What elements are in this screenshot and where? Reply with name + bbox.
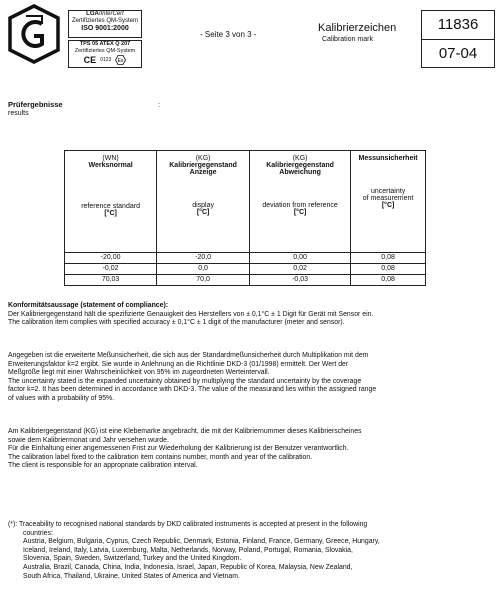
paragraph-line: The client is responsible for an appropriate calibration interval. (8, 462, 198, 470)
paragraph-line: Austria, Belgium, Bulgaria, Cyprus, Czech Republic, Denmark, Estonia, Finland, France, Germany, Greece, Hungary, (23, 538, 380, 546)
calibration-mark-box (421, 10, 495, 68)
header-cell: (KG) Kalibriergegenstand Anzeige display [°C] (157, 151, 250, 253)
paragraph-line: Für die Einhaltung einer angemessenen Frist zur Wiederholung der Kalibrierung ist der Benutzer verantwortlich. (8, 445, 349, 453)
results-heading: Prüfergebnisse (8, 100, 63, 109)
table-cell: 70,0 (157, 275, 250, 286)
footnote-section (8, 521, 498, 581)
paragraph-line: Am Kalibriergegenstand (KG) ist eine Klebemarke angebracht, die mit der Kalibriernummer dieses Kalibrierscheines (8, 428, 362, 435)
conformity-text-de: Der Kalibriergegenstand hält die spezifizierte Genauigkeit des Herstellers von ± 0,1°C ± 1 Digit für Gerät mit Sensor ein. (8, 310, 374, 318)
table-cell: -0,02 (65, 264, 157, 275)
atex-badge: TPS 05 ATEX Q 207 Zertifiziertes QM-System CE 0123 Ex (68, 40, 142, 68)
paragraph-line: The uncertainty stated is the expanded uncertainty obtained by multiplying the standard uncertainty by the coverage (8, 377, 362, 385)
table-cell: 70,03 (65, 275, 157, 286)
svg-text:Ex: Ex (117, 58, 124, 64)
paragraph-line: Erweiterungsfaktor k=2 ergibt. Sie wurde in Anlehnung an die Richtlinie DKD-3 (01/1998) ermittelt. Der Wert der (8, 360, 349, 368)
lga-intercert-badge: LGA/InterCert Zertifiziertes QM-System ISO 9001:2000 (68, 10, 142, 38)
header-cell: Messunsicherheit uncertainty of measurement [°C] (351, 151, 426, 253)
page-number: - Seite 3 von 3 - (200, 30, 257, 39)
paragraph-line: Slovenia, Spain, Sweden, Switzerland, Turkey and the United Kingdom. (23, 555, 242, 563)
paragraph-line: Meßgröße liegt mit einer Wahrscheinlichkeit von 95% im zugeordneten Werteintervall. (8, 369, 270, 377)
table-cell: -20,0 (157, 253, 250, 264)
paragraph-line: (*): Traceability to recognised national standards by DKD calibrated instruments is accepted at present in the following (8, 521, 368, 528)
paragraph-line: sowie dem Kalibriermonat und Jahr versehen wurde. (8, 436, 169, 444)
dkd-logo (8, 4, 60, 64)
paragraph-line: The calibration label fixed to the calibration item contains number, month and year of the calibration. (8, 453, 313, 461)
table-cell: 0,08 (351, 264, 426, 275)
page-subtitle: Calibration mark (322, 36, 373, 43)
paragraph-line: factor k=2. It has been determined in accordance with DKD-3. The value of the measurand lies within the assigned range (8, 386, 377, 394)
table-cell: -0,03 (250, 275, 351, 286)
table-header-row (65, 151, 426, 253)
table-cell: 0,02 (250, 264, 351, 275)
paragraph-line: South Africa, Thailand, Ukraine, United States of America and Vietnam. (23, 572, 240, 580)
table-cell: 0,0 (157, 264, 250, 275)
paragraph-line: countries: (23, 529, 53, 537)
table-cell: 0,08 (351, 253, 426, 264)
conformity-section (8, 302, 498, 328)
ex-hexagon-icon (115, 55, 126, 65)
ce-mark: CE (83, 54, 97, 65)
page-title: Kalibrierzeichen (318, 22, 397, 34)
calibration-number: 11836 (422, 11, 494, 40)
calibration-date: 07-04 (438, 45, 478, 62)
paragraph-line: Australia, Brazil, Canada, China, India, Indonesia, Israel, Japan, Republic of Korea, Malaysia, New Zealand, (23, 563, 353, 571)
table-cell: 0,08 (351, 275, 426, 286)
results-colon: : (158, 100, 161, 109)
header-cell: (WN) Werksnormal reference standard [°C] (65, 151, 157, 253)
header-cell: (KG) Kalibriergegenstand Abweichung deviation from reference [°C] (250, 151, 351, 253)
results-table (64, 150, 426, 286)
table-row (65, 253, 426, 264)
table-cell: 0,00 (250, 253, 351, 264)
table-row (65, 275, 426, 286)
table-row (65, 264, 426, 275)
table-cell: -20,00 (65, 253, 157, 264)
conformity-heading: Konformitätsaussage (statement of compliance): (8, 302, 169, 309)
label-info-section (8, 428, 498, 471)
paragraph-line: Angegeben ist die erweiterte Meßunsicherheit, die sich aus der Standardmeßunsicherheit durch Multiplikation mit dem (8, 352, 369, 359)
conformity-text-en: The calibration item complies with specified accuracy ± 0,1°C ± 1 digit of the manufacturer (meter and sensor). (8, 319, 345, 327)
results-heading-en: results (8, 110, 29, 117)
uncertainty-section (8, 352, 498, 404)
paragraph-line: Iceland, Ireland, Italy, Latvia, Luxemburg, Malta, Netherlands, Norway, Poland, Portugal, Romania, Slovakia, (23, 546, 353, 554)
paragraph-line: of values with a probability of 95%. (8, 394, 115, 402)
